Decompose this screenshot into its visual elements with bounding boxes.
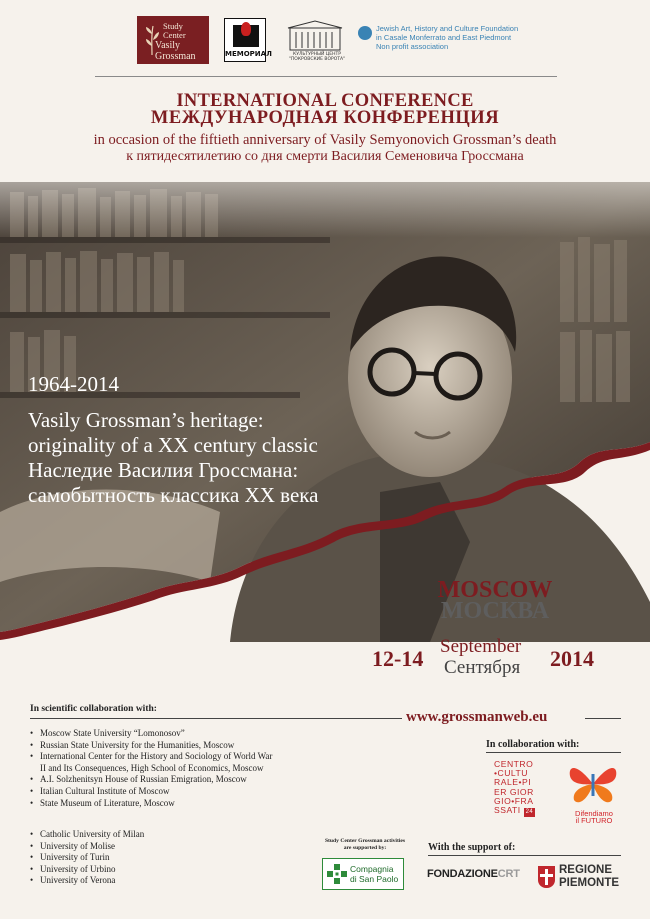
logo-line: Center <box>163 30 186 40</box>
list-item: • University of Turin <box>30 852 330 864</box>
conference-title-ru: МЕЖДУНАРОДНАЯ КОНФЕРЕНЦИЯ <box>150 108 500 128</box>
divider-left <box>30 718 402 719</box>
event-year: 2014 <box>550 646 594 671</box>
building-icon <box>286 20 344 52</box>
logo-line: di San Paolo <box>350 873 399 884</box>
scientific-partners-list-2 <box>30 829 330 887</box>
foundation-line: in Casale Monferrato and East Piedmont <box>376 33 512 42</box>
study-center-support-note: Study Center Grossman activities are supported by: <box>324 838 406 851</box>
foundation-line: Jewish Art, History and Culture Foundation <box>376 24 519 33</box>
heritage-title <box>28 408 448 508</box>
divider-right <box>585 718 621 719</box>
difendiamo-caption <box>566 810 622 824</box>
flame-icon <box>241 22 251 36</box>
fondazione-crt-logo <box>427 868 520 880</box>
list-item: • Moscow State University “Lomonosov” <box>30 728 330 740</box>
fondazione-text: FONDAZIONE <box>427 868 498 880</box>
crt-text: CRT <box>497 868 520 880</box>
butterfly-icon <box>566 760 620 808</box>
star-icon <box>358 26 372 40</box>
occasion-subtitle-en: in occasion of the fiftieth anniversary of Vasily Semyonovich Grossman’s death <box>93 132 557 148</box>
logo-line: RALE•PI <box>494 777 532 788</box>
logo-line: PIEMONTE <box>559 876 620 889</box>
cross-shield-icon <box>538 866 555 888</box>
heritage-line: Vasily Grossman’s heritage: <box>28 408 264 432</box>
centro-culturale-logo <box>494 760 542 820</box>
occasion-subtitle-ru: к пятидесятилетию со дня смерти Василия Семеновича Гроссмана <box>126 149 524 164</box>
header-divider <box>95 76 557 77</box>
list-item-continuation: II and Its Consequences, High School of Economics, Moscow <box>40 762 264 773</box>
list-item: • Russian State University for the Humanities, Moscow <box>30 740 330 752</box>
list-item: • University of Urbino <box>30 864 330 876</box>
study-center-grossman-logo <box>137 16 209 64</box>
heritage-line: самобытность классика XX века <box>28 483 319 507</box>
logo-line: CENTRO <box>494 759 534 769</box>
logo-line: il FUTURO <box>575 816 613 825</box>
memorial-logo <box>224 18 272 62</box>
logo-line: SSATI <box>494 805 521 816</box>
heritage-line: originality of a XX century classic <box>28 433 318 457</box>
logo-line: Study <box>163 21 183 31</box>
sprig-icon <box>143 24 161 56</box>
logo-line: REGIONE <box>559 864 613 876</box>
event-month-ru: Сентября <box>444 657 521 678</box>
years-range: 1964-2014 <box>28 372 119 396</box>
logo-line: Compagnia <box>350 864 394 874</box>
compagnia-di-san-paolo-logo <box>322 858 404 890</box>
memorial-logo-text: МЕМОРИАЛ <box>225 50 272 58</box>
list-item: • State Museum of Literature, Moscow <box>30 798 330 810</box>
conference-title-en: INTERNATIONAL CONFERENCE <box>176 91 474 111</box>
city-ru: МОСКВА <box>440 598 550 624</box>
website-link[interactable]: www.grossmanweb.eu <box>406 709 548 725</box>
list-item: • Catholic University of Milan <box>30 829 330 841</box>
heritage-line: Наследие Василия Гроссмана: <box>28 458 299 482</box>
logo-line: GIO•FRA <box>494 795 534 806</box>
list-item: • University of Molise <box>30 841 330 853</box>
cultural-center-logo <box>286 20 344 64</box>
logo-line: Grossman <box>155 51 196 62</box>
scientific-partners-list-1 <box>30 728 330 809</box>
event-month-en: September <box>440 636 522 657</box>
logo-tag: 24 <box>524 808 536 817</box>
support-divider <box>428 855 621 856</box>
list-item: • A.I. Solzhenitsyn House of Russian Emigration, Moscow <box>30 774 330 786</box>
jewish-foundation-logo <box>358 24 528 60</box>
event-days: 12-14 <box>372 646 424 671</box>
city-en: MOSCOW <box>437 577 553 603</box>
cultural-center-caption: КУЛЬТУРНЫЙ ЦЕНТР "ПОКРОВСКИЕ ВОРОТА" <box>288 52 346 62</box>
regione-piemonte-logo <box>538 864 624 894</box>
scientific-collaboration-heading: In scientific collaboration with: <box>30 704 157 714</box>
logo-line: ER GIOR <box>494 786 534 797</box>
collaboration-heading: In collaboration with: <box>486 739 580 750</box>
list-item: • University of Verona <box>30 875 330 887</box>
logo-line: Difendiamo <box>575 809 613 818</box>
logo-line: •CULTU <box>494 768 529 779</box>
foundation-line: Non profit association <box>376 42 449 51</box>
collab-divider <box>486 752 621 753</box>
difendiamo-il-futuro-logo <box>566 760 620 825</box>
list-item: • Italian Cultural Institute of Moscow <box>30 786 330 798</box>
support-heading: With the support of: <box>428 842 516 853</box>
logo-line: Vasily <box>155 40 180 51</box>
compagnia-mark-icon <box>327 864 347 884</box>
list-item: • International Center for the History and Sociology of World War <box>30 751 330 763</box>
